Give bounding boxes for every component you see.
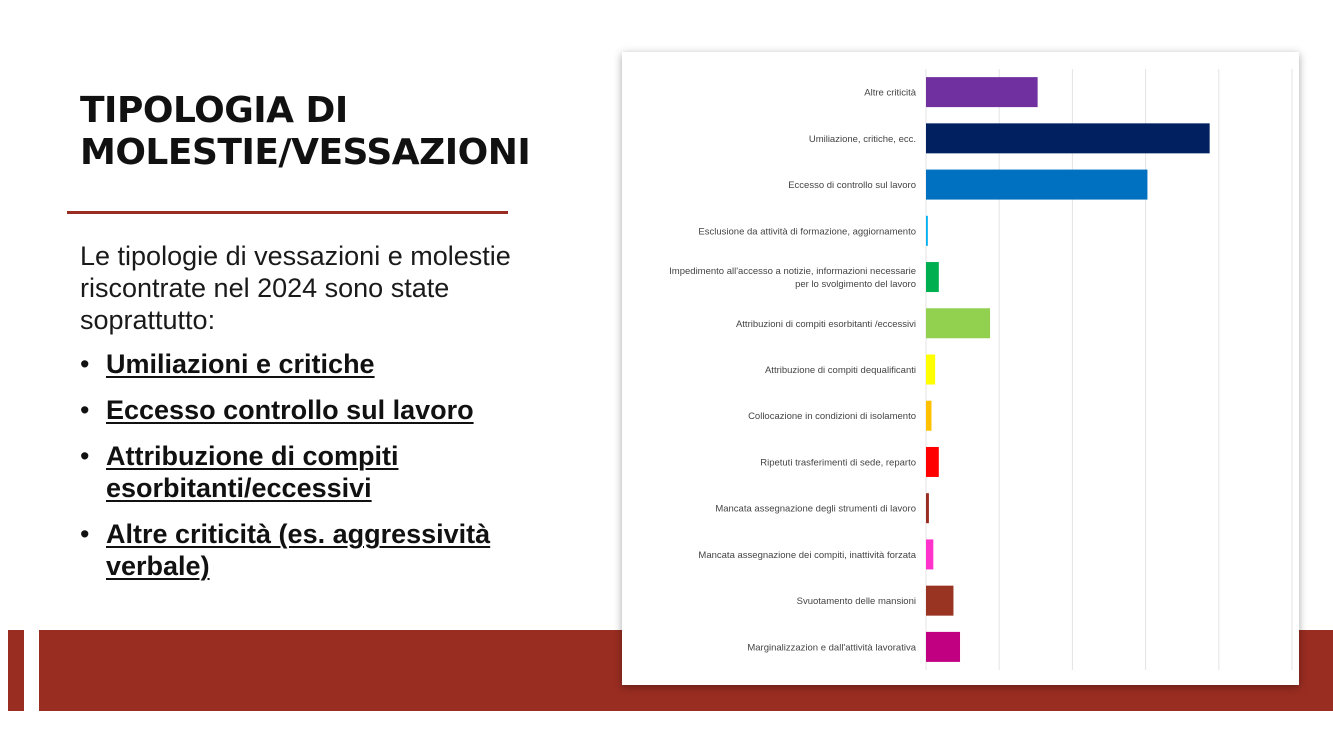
bar (926, 401, 931, 431)
category-label: Umiliazione, critiche, ecc. (808, 133, 916, 145)
bullet-dot: • (80, 441, 90, 471)
bullet-text: Altre criticità (es. aggressività (106, 519, 491, 549)
bar (926, 632, 960, 662)
category-label: Mancata assegnazione degli strumenti di lavoro (715, 503, 916, 515)
intro-line: riscontrate nel 2024 sono state (80, 273, 450, 303)
category-label: Altre criticità (864, 87, 916, 99)
bar (926, 447, 939, 477)
category-label: Collocazione in condizioni di isolamento (748, 411, 916, 423)
category-label: Svuotamento delle mansioni (796, 596, 916, 608)
bar (926, 216, 928, 246)
category-label: Mancata assegnazione dei compiti, inattività forzata (698, 549, 916, 561)
bullet-text: esorbitanti/eccessivi (106, 473, 372, 503)
category-label: Ripetuti trasferimenti di sede, reparto (760, 457, 916, 469)
footer-accent-small (8, 630, 24, 711)
bullet-item (80, 394, 580, 426)
slide-title-line: TIPOLOGIA DI (80, 90, 348, 131)
bar (926, 586, 953, 616)
bullet-dot: • (80, 349, 90, 379)
intro-line: Le tipologie di vessazioni e molestie (80, 241, 511, 271)
bar (926, 262, 939, 292)
bar (926, 123, 1210, 153)
title-divider (67, 211, 508, 214)
category-label: Attribuzioni di compiti esorbitanti /eccessivi (735, 318, 916, 330)
bullet-list (80, 348, 580, 596)
bar (926, 493, 929, 523)
chart-card (622, 52, 1299, 685)
category-label: Eccesso di controllo sul lavoro (788, 180, 916, 192)
category-label: Marginalizzazion e dall'attività lavorativa (747, 642, 916, 654)
bullet-dot: • (80, 395, 90, 425)
slide-title-line: MOLESTIE/VESSAZIONI (80, 132, 531, 173)
bar (926, 539, 933, 569)
category-label: per lo svolgimento del lavoro (795, 279, 916, 291)
category-label: Attribuzione di compiti dequalificanti (764, 365, 916, 376)
bullet-text: verbale) (106, 551, 210, 581)
bullet-item (80, 518, 580, 582)
bullet-dot: • (80, 519, 90, 549)
intro-line: soprattutto: (80, 305, 216, 335)
bullet-text: Umiliazioni e critiche (106, 349, 375, 379)
bar (926, 170, 1147, 200)
bar-chart (622, 52, 1299, 685)
bar (926, 77, 1038, 107)
bar (926, 355, 935, 385)
bullet-item (80, 348, 580, 380)
intro-text (80, 240, 580, 336)
slide-title (80, 90, 580, 174)
category-label: Impedimento all'accesso a notizie, informazioni necessarie (669, 266, 916, 278)
bar (926, 308, 990, 338)
bullet-item (80, 440, 580, 504)
bullet-text: Attribuzione di compiti (106, 441, 399, 471)
category-label: Esclusione da attività di formazione, aggiornamento (698, 226, 916, 238)
bullet-text: Eccesso controllo sul lavoro (106, 395, 474, 425)
